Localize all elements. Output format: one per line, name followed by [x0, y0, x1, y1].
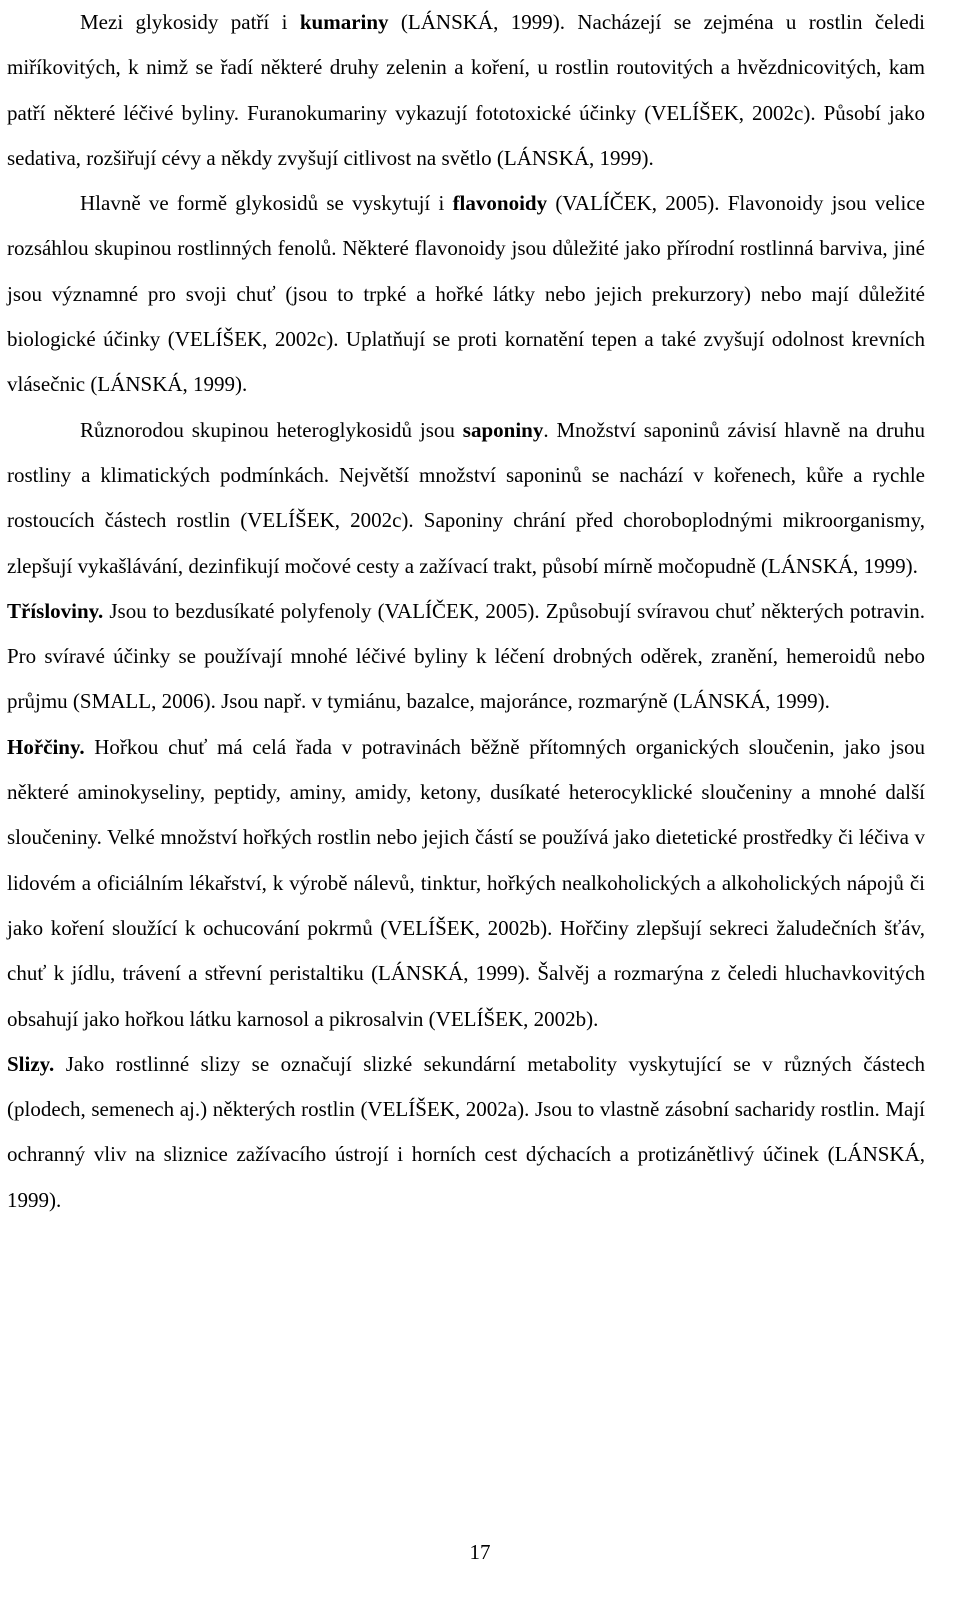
- paragraph-text: Různorodou skupinou heteroglykosidů jsou: [80, 417, 463, 442]
- paragraph-flavonoidy: [7, 181, 925, 407]
- page-number: 17: [469, 1540, 491, 1564]
- term-trisloviny: Třísloviny.: [7, 598, 104, 623]
- paragraph-text: Hlavně ve formě glykosidů se vyskytují i: [80, 191, 453, 216]
- paragraph-text: Jako rostlinné slizy se označují slizké sekundární metabolity vyskytující se v různých částech (plodech, semenech aj.) některých rostlin (VELÍŠEK, 2002a). Jsou to vlastně zásobní sacharidy rostlin. Mají ochranný vliv na sliznice zažívacího ústrojí i horních cest dýchacích a protizánětlivý účinek (LÁNSKÁ, 1999).: [7, 1051, 925, 1212]
- term-slizy: Slizy.: [7, 1051, 55, 1076]
- paragraph-text: Mezi glykosidy patří i: [80, 10, 300, 34]
- paragraph-saponiny: [7, 408, 925, 589]
- term-saponiny: saponiny: [462, 417, 544, 442]
- paragraph-horciny: [7, 725, 925, 1042]
- term-flavonoidy: flavonoidy: [452, 191, 548, 216]
- paragraph-trisloviny: [7, 589, 925, 725]
- body-text: [7, 0, 925, 1223]
- paragraph-text: Jsou to bezdusíkaté polyfenoly (VALÍČEK, 2005). Způsobují svíravou chuť některých potravin. Pro svíravé účinky se používají mnohé léčivé byliny k léčení drobných oděrek, zranění, hemeroidů nebo průjmu (SMALL, 2006). Jsou např. v tymiánu, bazalce, majoránce, rozmarýně (LÁNSKÁ, 1999).: [7, 598, 925, 714]
- term-kumariny: kumariny: [299, 10, 389, 34]
- term-horciny: Hořčiny.: [7, 734, 85, 759]
- paragraph-text: (VALÍČEK, 2005). Flavonoidy jsou velice rozsáhlou skupinou rostlinných fenolů. Některé flavonoidy jsou důležité jako přírodní rostlinná barviva, jiné jsou významné pro svoji chuť (jsou to trpké a hořké látky nebo jejich prekurzory) nebo mají důležité biologické účinky (VELÍŠEK, 2002c). Uplatňují se proti kornatění tepen a také zvyšují odolnost krevních vlásečnic (LÁNSKÁ, 1999).: [7, 191, 925, 397]
- paragraph-text: (LÁNSKÁ, 1999). Nacházejí se zejména u rostlin čeledi miříkovitých, k nimž se řadí některé druhy zelenin a koření, u rostlin routovitých a hvězdnicovitých, kam patří některé léčivé byliny. Furanokumariny vykazují fototoxické účinky (VELÍŠEK, 2002c). Působí jako sedativa, rozšiřují cévy a někdy zvyšují citlivost na světlo (LÁNSKÁ, 1999).: [7, 10, 925, 170]
- paragraph-slizy: [7, 1042, 925, 1223]
- paragraph-kumariny: [7, 0, 925, 181]
- paragraph-text: Hořkou chuť má celá řada v potravinách běžně přítomných organických sloučenin, jako jsou některé aminokyseliny, peptidy, aminy, amidy, ketony, dusíkaté heterocyklické sloučeniny a mnohé další sloučeniny. Velké množství hořkých rostlin nebo jejich částí se používá jako dietetické prostředky či léčiva v lidovém a oficiálním lékařství, k výrobě nálevů, tinktur, hořkých nealkoholických a alkoholických nápojů či jako koření sloužící k ochucování pokrmů (VELÍŠEK, 2002b). Hořčiny zlepšují sekreci žaludečních šťáv, chuť k jídlu, trávení a střevní peristaltiku (LÁNSKÁ, 1999). Šalvěj a rozmarýna z čeledi hluchavkovitých obsahují jako hořkou látku karnosol a pikrosalvin (VELÍŠEK, 2002b).: [7, 734, 925, 1031]
- paragraph-text: . Množství saponinů závisí hlavně na druhu rostliny a klimatických podmínkách. Největší množství saponinů se nachází v kořenech, kůře a rychle rostoucích částech rostlin (VELÍŠEK, 2002c). Saponiny chrání před choroboplodnými mikroorganismy, zlepšují vykašlávání, dezinfikují močové cesty a zažívací trakt, působí mírně močopudně (LÁNSKÁ, 1999).: [7, 417, 925, 578]
